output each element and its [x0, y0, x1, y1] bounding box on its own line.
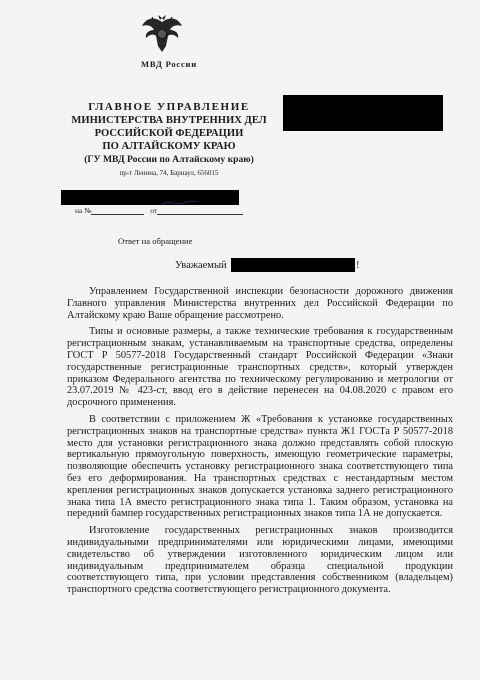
double-headed-eagle-emblem-icon — [140, 12, 184, 54]
salutation — [175, 260, 227, 271]
addressee-name-redaction — [231, 258, 355, 272]
body-paragraph-1: Управлением Государственной инспекции безопасности дорожного движения Главного управления Министерства внутренних дел Российской Федерации по Алтайскому краю Ваше обращение рассмотрено. — [67, 286, 453, 321]
body-paragraph-2: Типы и основные размеры, а также технические требования к государственным регистрационным знакам, устанавливаемым на транспортные средства, определены ГОСТ Р 50577-2018 Государственный стандарт Российской Федерации «Знаки государственные регистрационные транспортных средств», который утвержден приказом Федерального агентства по техническому регулированию и метрологии от 23.07.2019 № 423-ст, ввод его в действие перенесен на 04.08.2020 с правом его досрочного применения. — [67, 326, 453, 409]
org-name-line-3: РОССИЙСКОЙ ФЕДЕРАЦИИ — [94, 128, 244, 139]
org-name-line-2: МИНИСТЕРСТВА ВНУТРЕННИХ ДЕЛ — [71, 115, 267, 126]
letter-body — [67, 286, 453, 601]
salutation-greeting: Уважаемый — [175, 260, 227, 271]
org-address: пр-т Ленина, 74, Барнаул, 656015 — [119, 169, 219, 177]
org-name-line-1: ГЛАВНОЕ УПРАВЛЕНИЕ — [88, 101, 250, 113]
on-number-field — [91, 206, 144, 215]
body-paragraph-3: В соответствии с приложением Ж «Требования к установке государственных регистрационных знаков на транспортные средства» пункта Ж1 ГОСТа Р 50577-2018 место для установки регистрационного знака должно представлять собой плоскую вертикальную прямоугольную поверхность, имеющую геометрические параметры, позволяющие обеспечить установку регистрационного знака соответствующего типа без его деформирования. На транспортных средствах с нестандартным местом крепления регистрационных знаков допускается установка заднего регистрационного знака типа 1А вместо регистрационного знака типа 1. Таким образом, установка на передний бампер государственных регистрационных знаков типа 1А не допускается. — [67, 413, 453, 520]
from-date-label: от — [150, 206, 158, 215]
body-paragraph-4: Изготовление государственных регистрационных знаков производится индивидуальными предпринимателями или юридическими лицами, имеющими свидетельство об утверждении изготовленного юридическим лицом или индивидуальным предпринимателем образца специальной продукции соответствующего типа, при условии представления собственником (владельцем) транспортного средства соответствующего регистрационного документа. — [67, 525, 453, 596]
reference-line — [75, 206, 243, 215]
org-short-name: (ГУ МВД России по Алтайскому краю) — [84, 154, 254, 165]
on-number-label: на № — [75, 206, 92, 215]
org-name-line-4: ПО АЛТАЙСКОМУ КРАЮ — [102, 141, 236, 152]
from-date-field — [157, 206, 243, 215]
recipient-redaction — [283, 95, 443, 131]
outgoing-number-redaction — [61, 190, 239, 205]
ministry-name: МВД России — [141, 59, 197, 69]
salutation-exclamation: ! — [356, 260, 360, 271]
letter-subject: Ответ на обращение — [118, 236, 193, 246]
